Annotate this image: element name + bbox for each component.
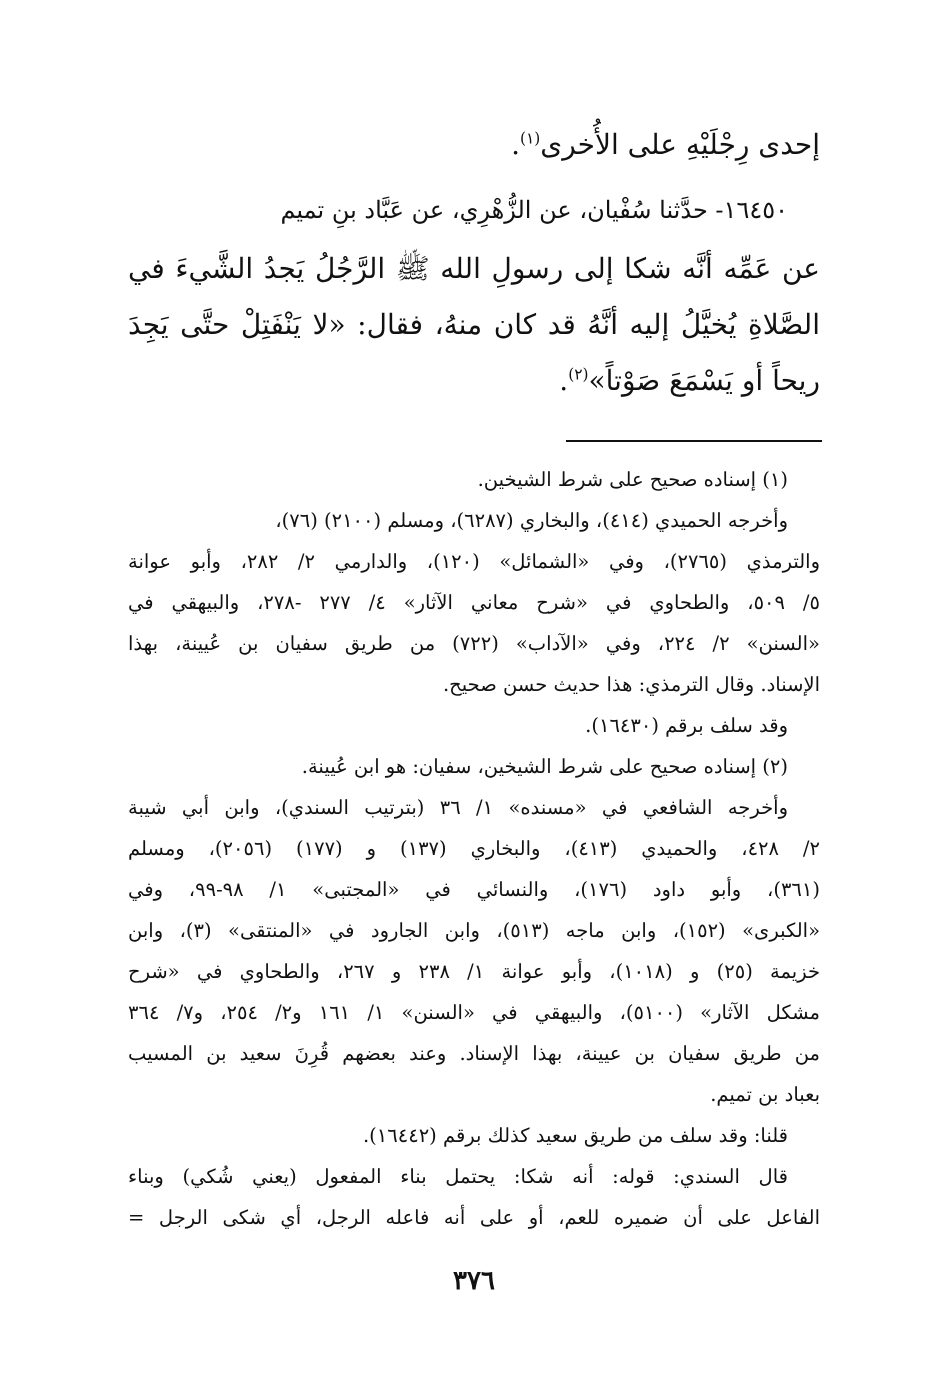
- main-text-line-1: إحدى رِجْلَيْهِ على الأُخرى$^{(١)}$.: [511, 128, 820, 161]
- footnote-line: بعباد بن تميم.: [710, 1083, 820, 1106]
- main-text-line-4: الصَّلاةِ يُخيَّلُ إليه أنَّهُ قد كان منهُ، فقال: «لا يَنْفَتِلْ حتَّى يَجِدَ: [128, 308, 820, 341]
- footnote-line: الفاعل على أن ضميره للعم، أو على أنه فاعله الرجل، أي شكى الرجل =: [128, 1206, 820, 1229]
- footnote-line: قلنا: وقد سلف من طريق سعيد كذلك برقم (١٦٤٤٢).: [362, 1124, 788, 1147]
- footnote-ref-1: (١): [519, 129, 541, 148]
- hadith-header: ١٦٤٥٠- حدَّثنا سُفْيان، عن الزُّهْرِي، عن عَبَّاد بنِ تميم: [280, 196, 788, 224]
- main-text-line-3: عن عَمِّه أنَّه شكا إلى رسولِ الله ﷺ الرَّجُلُ يَجدُ الشَّيءَ في: [128, 252, 820, 285]
- footnote-line: مشكل الآثار» (٥١٠٠)، والبيهقي في «السنن» ١/ ١٦١ و٢/ ٢٥٤، و٧/ ٣٦٤: [128, 1001, 820, 1024]
- footnote-line: «السنن» ٢/ ٢٢٤، وفي «الآداب» (٧٢٢) من طريق سفيان بن عُيينة، بهذا: [128, 632, 820, 655]
- footnote-line: قال السندي: قوله: أنه شكا: يحتمل بناء المفعول (يعني شُكي) وبناء: [128, 1165, 788, 1188]
- footnote-line: ٢/ ٤٢٨، والحميدي (٤١٣)، والبخاري (١٣٧) و (١٧٧) (٢٠٥٦)، ومسلم: [128, 837, 820, 860]
- footnote-ref-2: (٢): [568, 365, 589, 384]
- footnote-line: (٣٦١)، وأبو داود (١٧٦)، والنسائي في «المجتبى» ١/ ٩٨-٩٩، وفي: [128, 878, 820, 901]
- footnote-line: الإسناد. وقال الترمذي: هذا حديث حسن صحيح.: [442, 673, 820, 696]
- footnote-line: وقد سلف برقم (١٦٤٣٠).: [585, 714, 788, 737]
- footnote-line: والترمذي (٢٧٦٥)، وفي «الشمائل» (١٢٠)، والدارمي ٢/ ٢٨٢، وأبو عوانة: [128, 550, 820, 573]
- main-text-line-5: ريحاً أو يَسْمَعَ صَوْتاً»$^{(٢)}$.: [559, 364, 820, 397]
- footnote-separator: [566, 440, 822, 442]
- footnote-2-heading: (٢) إسناده صحيح على شرط الشيخين، سفيان: هو ابن عُيينة.: [301, 755, 788, 778]
- footnote-line: خزيمة (٢٥) و (١٠١٨)، وأبو عوانة ١/ ٢٣٨ و ٢٦٧، والطحاوي في «شرح: [128, 960, 821, 983]
- footnote-line: «الكبرى» (١٥٢)، وابن ماجه (٥١٣)، وابن الجارود في «المنتقى» (٣)، وابن: [128, 919, 821, 942]
- footnote-1-heading: (١) إسناده صحيح على شرط الشيخين.: [477, 468, 788, 491]
- footnote-line: وأخرجه الحميدي (٤١٤)، والبخاري (٦٢٨٧)، ومسلم (٢١٠٠) (٧٦)،: [275, 509, 788, 532]
- footnote-line: من طريق سفيان بن عيينة، بهذا الإسناد. وعند بعضهم قُرِنَ سعيد بن المسيب: [128, 1042, 820, 1065]
- footnote-line: وأخرجه الشافعي في «مسنده» ١/ ٣٦ (بترتيب السندي)، وابن أبي شيبة: [128, 796, 788, 819]
- footnote-line: ٥/ ٥٠٩، والطحاوي في «شرح معاني الآثار» ٤/ ٢٧٧ -٢٧٨، والبيهقي في: [128, 591, 820, 614]
- page-number: ٣٧٦: [453, 1266, 495, 1296]
